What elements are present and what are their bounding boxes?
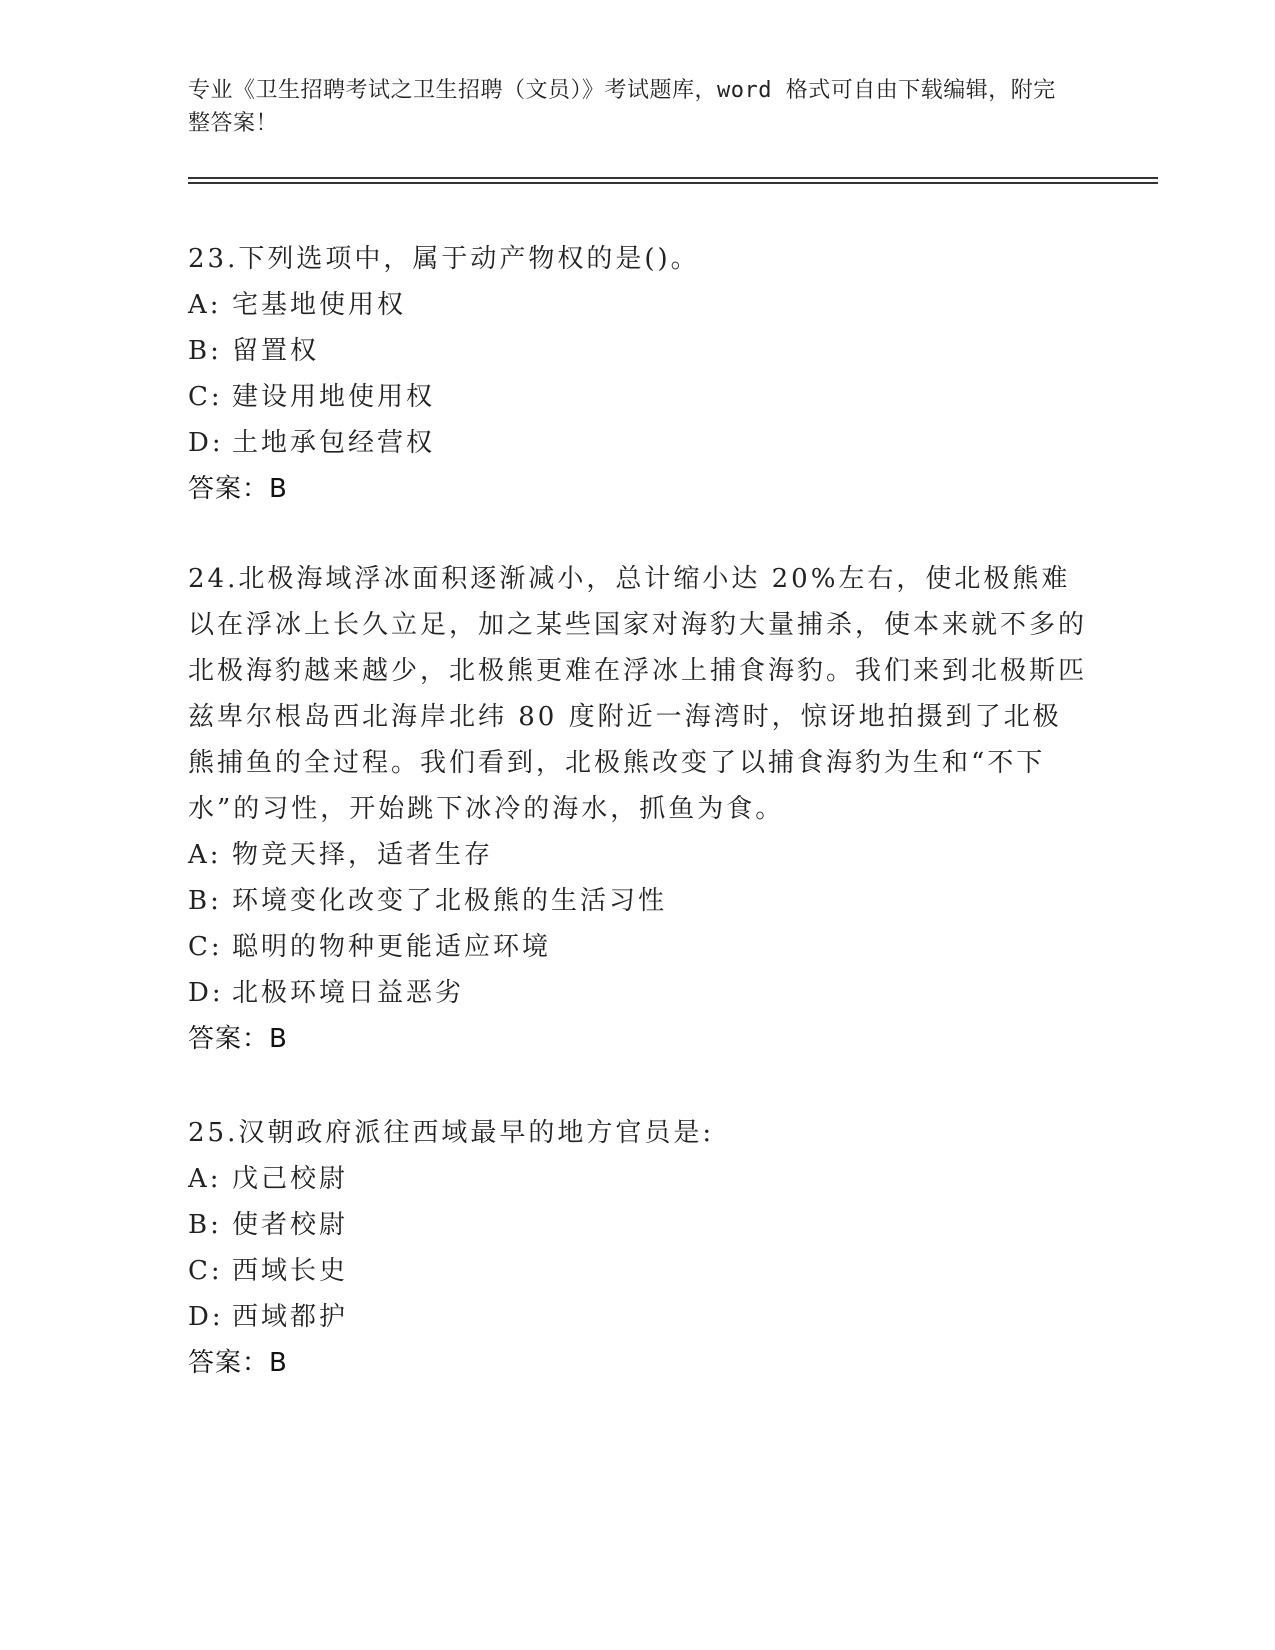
answer-line: 答案：B (188, 1024, 288, 1054)
option-text: 戊己校尉 (232, 1164, 349, 1194)
option-letter: C: (188, 382, 223, 412)
option-text: 西域长史 (232, 1256, 349, 1286)
option-text: 土地承包经营权 (232, 428, 436, 458)
option-d (188, 970, 1088, 1016)
option-c (188, 374, 1088, 420)
option-text: 建设用地使用权 (232, 382, 436, 412)
header-divider-bottom (188, 182, 1158, 184)
question-stem: 23.下列选项中，属于动产物权的是()。 (188, 244, 700, 274)
option-letter: D: (188, 978, 224, 1008)
answer-line: 答案：B (188, 1348, 288, 1378)
option-a (188, 832, 1088, 878)
option-letter: D: (188, 428, 224, 458)
option-letter: C: (188, 1256, 223, 1286)
option-b (188, 328, 1088, 374)
document-header: 专业《卫生招聘考试之卫生招聘（文员）》考试题库，word 格式可自由下载编辑，附完整答案！ (188, 78, 1056, 136)
option-text: 使者校尉 (232, 1210, 349, 1240)
answer-line: 答案：B (188, 474, 288, 504)
option-text: 西域都护 (232, 1302, 349, 1332)
option-d (188, 1294, 1088, 1340)
option-letter: B: (188, 336, 222, 366)
option-letter: A: (188, 1164, 222, 1194)
option-letter: D: (188, 1302, 224, 1332)
option-a (188, 282, 1088, 328)
question-25 (188, 1110, 1088, 1386)
option-b (188, 878, 1088, 924)
option-text: 宅基地使用权 (232, 290, 407, 320)
option-text: 留置权 (232, 336, 320, 366)
option-text: 环境变化改变了北极熊的生活习性 (232, 886, 668, 916)
header-divider-top (188, 177, 1158, 179)
option-a (188, 1156, 1088, 1202)
option-text: 北极环境日益恶劣 (232, 978, 465, 1008)
option-c (188, 1248, 1088, 1294)
question-stem: 24.北极海域浮冰面积逐渐减小，总计缩小达 20%左右，使北极熊难以在浮冰上长久立足，加之某些国家对海豹大量捕杀，使本来就不多的北极海豹越来越少，北极熊更难在浮冰上捕食海豹。我们来到北极斯匹兹卑尔根岛西北海岸北纬 80 度附近一海湾时，惊讶地拍摄到了北极熊捕鱼的全过程。我们看到，北极熊改变了以捕食海豹为生和“不下水”的习性，开始跳下冰冷的海水，抓鱼为食。 (188, 564, 1088, 824)
option-c (188, 924, 1088, 970)
option-text: 物竞天择，适者生存 (232, 840, 494, 870)
option-letter: B: (188, 1210, 222, 1240)
option-d (188, 420, 1088, 466)
option-b (188, 1202, 1088, 1248)
question-stem: 25.汉朝政府派往西域最早的地方官员是: (188, 1118, 715, 1148)
question-23 (188, 236, 1088, 512)
option-text: 聪明的物种更能适应环境 (232, 932, 552, 962)
option-letter: B: (188, 886, 222, 916)
question-24 (188, 556, 1088, 1062)
option-letter: A: (188, 290, 222, 320)
option-letter: C: (188, 932, 223, 962)
option-letter: A: (188, 840, 222, 870)
